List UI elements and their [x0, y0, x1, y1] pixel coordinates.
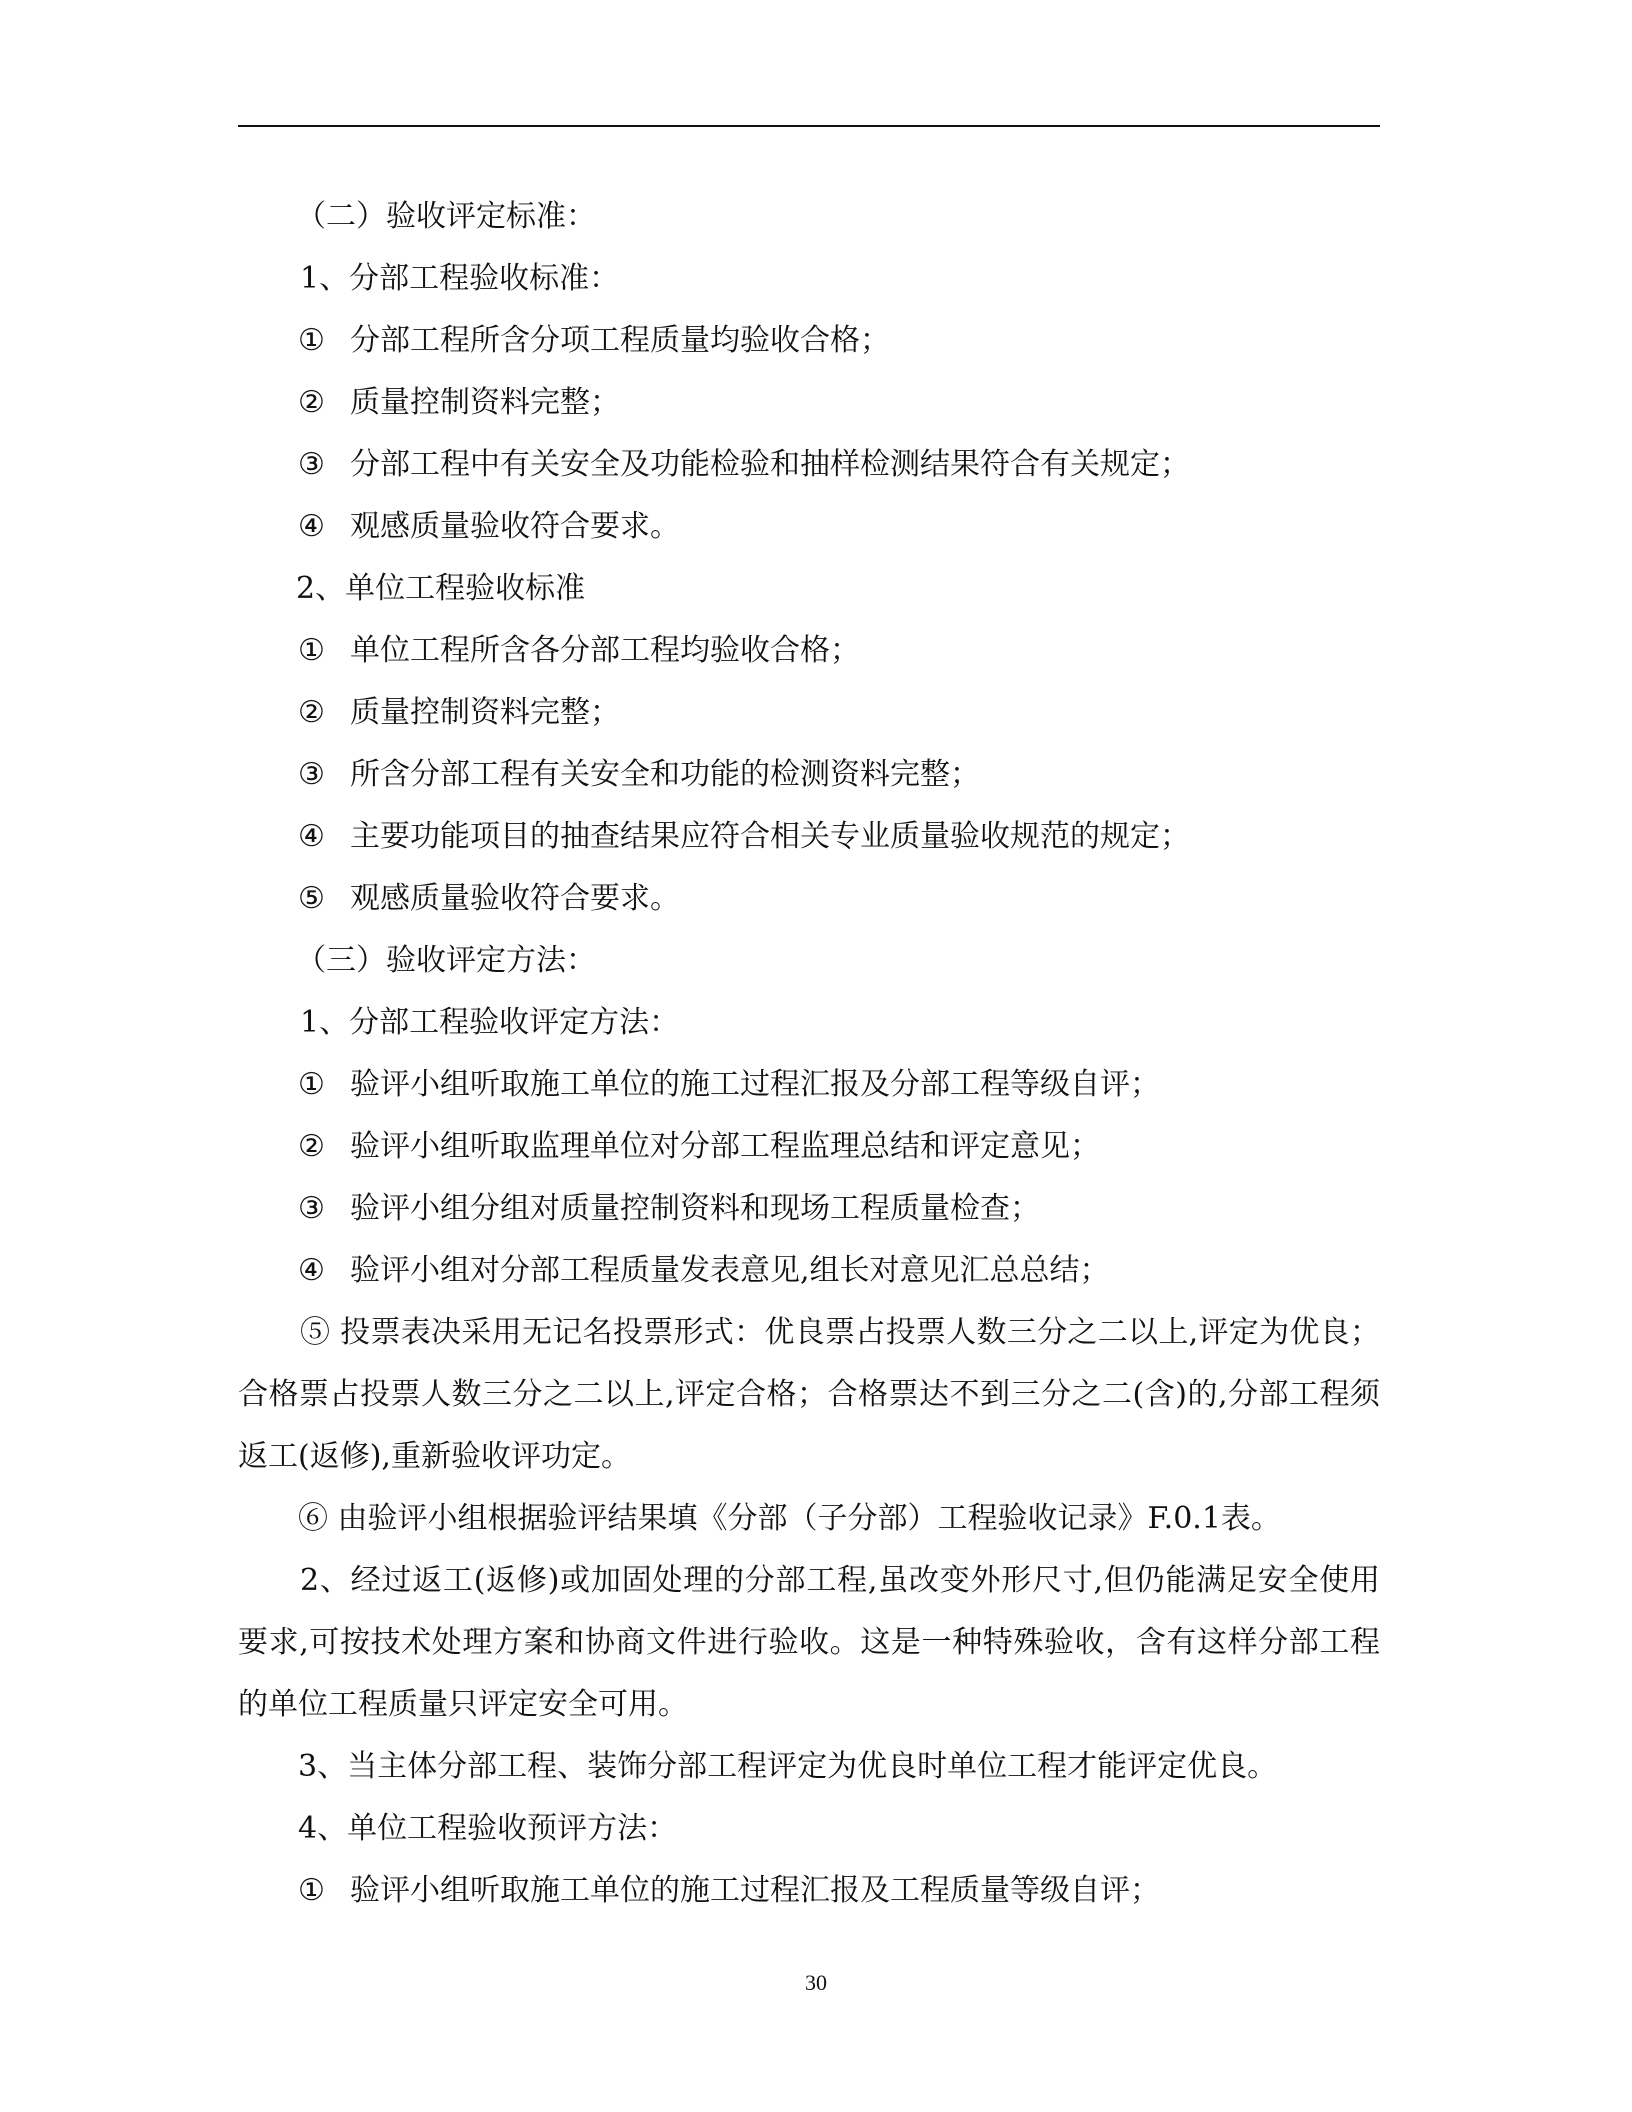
section-heading: （二）验收评定标准：: [296, 199, 596, 234]
paragraph-3: 3、当主体分部工程、装饰分部工程评定为优良时单位工程才能评定优良。: [298, 1749, 1278, 1784]
subsection-heading: 1、分部工程验收标准：: [300, 261, 620, 296]
list-item: ④ 观感质量验收符合要求。: [298, 509, 680, 544]
list-item: ⑤ 观感质量验收符合要求。: [298, 881, 680, 916]
list-item: ② 验评小组听取监理单位对分部工程监理总结和评定意见；: [298, 1129, 1100, 1164]
list-item: ① 验评小组听取施工单位的施工过程汇报及分部工程等级自评；: [298, 1067, 1160, 1102]
list-item: ③ 验评小组分组对质量控制资料和现场工程质量检查；: [298, 1191, 1040, 1226]
page-number: 30: [805, 1970, 827, 1995]
list-item: ② 质量控制资料完整；: [298, 695, 620, 730]
list-item: ① 分部工程所含分项工程质量均验收合格；: [298, 323, 890, 358]
document-body: [238, 186, 1380, 1922]
list-item: ④ 验评小组对分部工程质量发表意见,组长对意见汇总总结；: [298, 1253, 1110, 1288]
list-item: ③ 所含分部工程有关安全和功能的检测资料完整；: [298, 757, 980, 792]
paragraph-item-5: ⑤ 投票表决采用无记名投票形式：优良票占投票人数三分之二以上,评定为优良；合格票占投票人数三分之二以上,评定合格；合格票达不到三分之二(含)的,分部工程须返工(返修),重新验收评功定。: [238, 1315, 1380, 1474]
list-item: ② 质量控制资料完整；: [298, 385, 620, 420]
list-item: ④ 主要功能项目的抽查结果应符合相关专业质量验收规范的规定；: [298, 819, 1190, 854]
header-rule: [238, 125, 1380, 127]
list-item: ③ 分部工程中有关安全及功能检验和抽样检测结果符合有关规定；: [298, 447, 1190, 482]
list-item: ① 验评小组听取施工单位的施工过程汇报及工程质量等级自评；: [298, 1873, 1160, 1908]
list-item: ① 单位工程所含各分部工程均验收合格；: [298, 633, 860, 668]
subsection-heading: 2、单位工程验收标准: [296, 571, 586, 606]
subsection-heading: 1、分部工程验收评定方法：: [300, 1005, 680, 1040]
subsection-heading: 4、单位工程验收预评方法：: [298, 1811, 678, 1846]
section-heading: （三）验收评定方法：: [296, 943, 596, 978]
paragraph-2: 2、经过返工(返修)或加固处理的分部工程,虽改变外形尺寸,但仍能满足安全使用要求,可按技术处理方案和协商文件进行验收。这是一种特殊验收，含有这样分部工程的单位工程质量只评定安全可用。: [238, 1563, 1380, 1722]
paragraph-item-6: ⑥ 由验评小组根据验评结果填《分部（子分部）工程验收记录》F.0.1表。: [298, 1501, 1281, 1536]
